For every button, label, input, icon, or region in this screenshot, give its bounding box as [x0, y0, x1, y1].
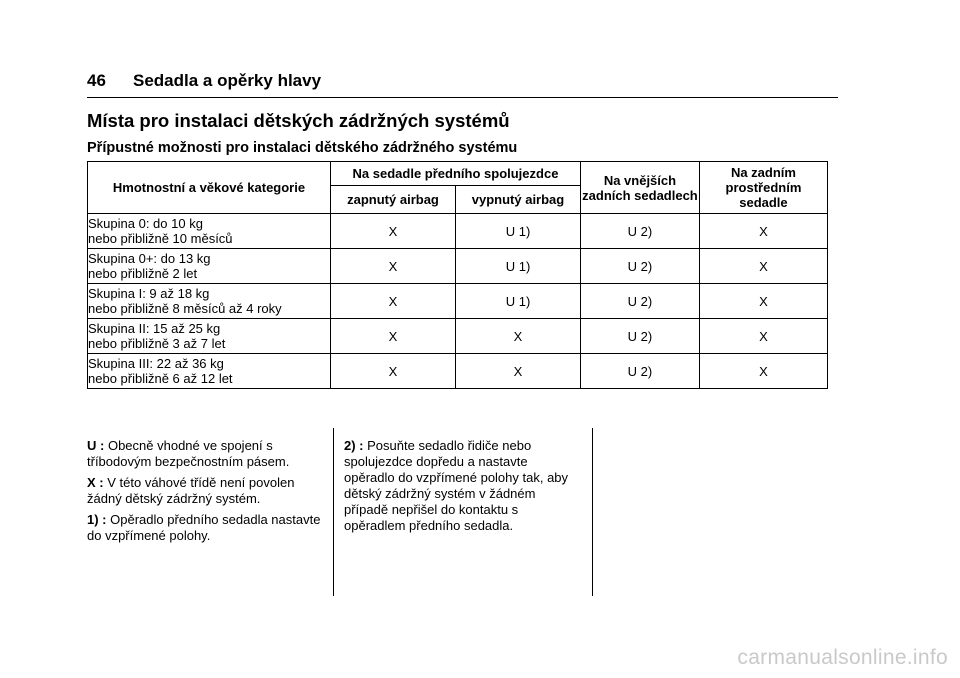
column-divider — [333, 428, 334, 596]
column-divider — [592, 428, 593, 596]
legend-text: Posuňte sedadlo řidiče nebo spolujezdce dopředu a nastavte opěradlo do vzpřímené polohy tak, aby dětský zádržný systém v žádném případě nepřišel do kontaktu s opěradlem předního sedadla. — [344, 438, 569, 533]
header-rule — [87, 97, 838, 98]
table-row — [88, 214, 828, 249]
category-line: Skupina III: 22 až 36 kg — [88, 356, 224, 371]
header-category: Hmotnostní a věkové kategorie — [88, 162, 331, 214]
value-cell: X — [456, 319, 581, 354]
category-line: Skupina 0: do 10 kg — [88, 216, 203, 231]
legend-key: U : — [87, 438, 105, 453]
value-cell: U 2) — [581, 354, 700, 389]
category-line: Skupina I: 9 až 18 kg — [88, 286, 210, 301]
category-line: nebo přibližně 10 měsíců — [88, 231, 233, 246]
value-cell: U 2) — [581, 214, 700, 249]
header-airbag-off: vypnutý airbag — [456, 186, 581, 214]
value-cell: X — [699, 319, 827, 354]
child-seat-table — [87, 161, 828, 389]
category-cell — [88, 214, 331, 249]
category-cell — [88, 319, 331, 354]
legend-u — [87, 438, 327, 470]
value-cell: X — [331, 354, 456, 389]
table-row — [88, 249, 828, 284]
legend-x — [87, 475, 327, 507]
header-front-seat: Na sedadle předního spolujezdce — [331, 162, 581, 186]
category-line: nebo přibližně 3 až 7 let — [88, 336, 226, 351]
value-cell: U 2) — [581, 284, 700, 319]
value-cell: U 1) — [456, 284, 581, 319]
legend-key: X : — [87, 475, 104, 490]
category-line: Skupina 0+: do 13 kg — [88, 251, 211, 266]
value-cell: U 1) — [456, 249, 581, 284]
value-cell: X — [699, 249, 827, 284]
value-cell: X — [331, 284, 456, 319]
value-cell: X — [699, 354, 827, 389]
category-line: nebo přibližně 8 měsíců až 4 roky — [88, 301, 282, 316]
footnote-2 — [344, 438, 579, 534]
value-cell: U 2) — [581, 319, 700, 354]
category-cell — [88, 354, 331, 389]
value-cell: X — [331, 214, 456, 249]
section-title: Sedadla a opěrky hlavy — [133, 71, 322, 90]
legend-column-left — [87, 438, 327, 549]
table-caption: Přípustné možnosti pro instalaci dětského zádržného systému — [87, 140, 518, 156]
value-cell: X — [331, 319, 456, 354]
table-row — [88, 319, 828, 354]
header-center-rear: Na zadním prostředním sedadle — [699, 162, 827, 214]
page-header — [87, 71, 321, 91]
legend-key: 2) : — [344, 438, 364, 453]
value-cell: X — [699, 284, 827, 319]
watermark: carmanualsonline.info — [737, 646, 948, 669]
value-cell: X — [331, 249, 456, 284]
value-cell: U 1) — [456, 214, 581, 249]
page-title: Místa pro instalaci dětských zádržných systémů — [87, 110, 510, 131]
value-cell: U 2) — [581, 249, 700, 284]
value-cell: X — [699, 214, 827, 249]
legend-text: Opěradlo předního sedadla nastavte do vzpřímené polohy. — [87, 512, 321, 543]
category-line: nebo přibližně 2 let — [88, 266, 198, 281]
legend-text: Obecně vhodné ve spojení s tříbodovým bezpečnostním pásem. — [87, 438, 290, 469]
legend-text: V této váhové třídě není povolen žádný dětský zádržný systém. — [87, 475, 295, 506]
page-number: 46 — [87, 71, 106, 90]
category-line: Skupina II: 15 až 25 kg — [88, 321, 221, 336]
table-row — [88, 284, 828, 319]
header-outer-rear: Na vnějších zadních sedadlech — [581, 162, 700, 214]
footnote-1 — [87, 512, 327, 544]
legend-column-right — [344, 438, 579, 539]
category-line: nebo přibližně 6 až 12 let — [88, 371, 233, 386]
table-row — [88, 354, 828, 389]
value-cell: X — [456, 354, 581, 389]
legend-key: 1) : — [87, 512, 107, 527]
category-cell — [88, 284, 331, 319]
header-airbag-on: zapnutý airbag — [331, 186, 456, 214]
category-cell — [88, 249, 331, 284]
